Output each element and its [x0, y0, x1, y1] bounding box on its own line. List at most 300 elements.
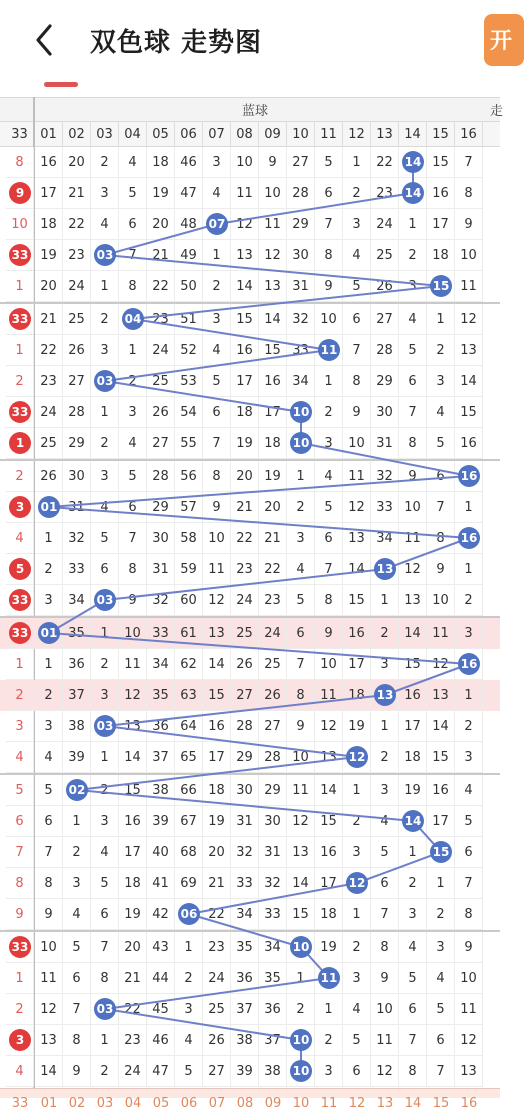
- cell: 19: [343, 711, 371, 742]
- cell: 28: [147, 461, 175, 492]
- cell: 5: [315, 147, 343, 178]
- cell: 6: [343, 1056, 371, 1087]
- cell: 9: [35, 899, 63, 930]
- cell: 2: [175, 963, 203, 994]
- cell: 39: [147, 806, 175, 837]
- left-cell: 8: [6, 868, 34, 899]
- cell: 59: [175, 554, 203, 585]
- blue-ball-group-label: 蓝球: [242, 104, 269, 119]
- cell: 7: [455, 868, 483, 899]
- cell: 1: [91, 742, 119, 773]
- cell: 2: [63, 837, 91, 868]
- cell: 47: [175, 178, 203, 209]
- corner-action-button[interactable]: 开: [484, 14, 524, 66]
- cell: 1: [175, 932, 203, 963]
- cell: 10: [343, 428, 371, 459]
- cell: 8: [399, 428, 427, 459]
- blue-ball[interactable]: 06: [178, 903, 200, 925]
- cell: 16: [427, 775, 455, 806]
- cell: 6: [91, 554, 119, 585]
- cell: 3: [399, 271, 427, 302]
- cell: 43: [147, 932, 175, 963]
- cell: 29: [147, 492, 175, 523]
- cell: 10: [231, 147, 259, 178]
- cell: 15: [315, 806, 343, 837]
- blue-ball[interactable]: 10: [290, 936, 312, 958]
- cell: 5: [371, 837, 399, 868]
- blue-ball[interactable]: 01: [38, 622, 60, 644]
- cell: 12: [315, 711, 343, 742]
- cell: 5: [455, 806, 483, 837]
- blue-ball[interactable]: 03: [94, 998, 116, 1020]
- cell: 6: [427, 461, 455, 492]
- blue-ball[interactable]: 14: [402, 182, 424, 204]
- cell: 33: [371, 492, 399, 523]
- cell: 10: [287, 742, 315, 773]
- cell: 13: [399, 585, 427, 616]
- cell: 24: [371, 209, 399, 240]
- cell: 1: [203, 240, 231, 271]
- blue-ball[interactable]: 03: [94, 715, 116, 737]
- cell: 7: [63, 994, 91, 1025]
- blue-ball[interactable]: 04: [122, 308, 144, 330]
- cell: 5: [315, 492, 343, 523]
- cell: 23: [35, 366, 63, 397]
- cell: 25: [63, 304, 91, 335]
- cell: 17: [427, 806, 455, 837]
- cell: 7: [287, 649, 315, 680]
- cell: 14: [455, 366, 483, 397]
- cell: 47: [147, 1056, 175, 1087]
- column-header-13: 13: [371, 122, 399, 147]
- cell: 26: [63, 335, 91, 366]
- cell: 22: [119, 994, 147, 1025]
- cell: 22: [231, 523, 259, 554]
- cell: 33: [259, 899, 287, 930]
- cell: 8: [63, 1025, 91, 1056]
- blue-ball[interactable]: 03: [94, 370, 116, 392]
- cell: 7: [455, 147, 483, 178]
- cell: 46: [147, 1025, 175, 1056]
- blue-ball[interactable]: 13: [374, 684, 396, 706]
- cell: 1: [91, 397, 119, 428]
- cell: 3: [315, 428, 343, 459]
- cell: 7: [315, 554, 343, 585]
- cell: 69: [175, 868, 203, 899]
- cell: 58: [175, 523, 203, 554]
- cell: 2: [343, 932, 371, 963]
- cell: 35: [259, 963, 287, 994]
- cell: 48: [175, 209, 203, 240]
- cell: 14: [315, 775, 343, 806]
- cell: 1: [35, 523, 63, 554]
- blue-ball[interactable]: 03: [94, 589, 116, 611]
- cell: 34: [371, 523, 399, 554]
- cell: 3: [35, 585, 63, 616]
- back-button[interactable]: [30, 20, 66, 60]
- cell: 12: [231, 209, 259, 240]
- cell: 21: [147, 240, 175, 271]
- cell: 13: [315, 742, 343, 773]
- cell: 4: [119, 147, 147, 178]
- cell: 4: [91, 209, 119, 240]
- left-cell: 3: [6, 711, 34, 742]
- cell: 18: [259, 428, 287, 459]
- cell: 11: [119, 649, 147, 680]
- cell: 35: [63, 618, 91, 649]
- cell: 67: [175, 806, 203, 837]
- red-ball: 5: [9, 558, 31, 580]
- cell: 1: [287, 963, 315, 994]
- cell: 5: [399, 335, 427, 366]
- cell: 15: [427, 742, 455, 773]
- cell: 5: [91, 868, 119, 899]
- cell: 3: [371, 775, 399, 806]
- cell: 6: [399, 994, 427, 1025]
- cell: 17: [231, 366, 259, 397]
- cell: 4: [91, 492, 119, 523]
- cell: 31: [231, 806, 259, 837]
- cell: 8: [371, 932, 399, 963]
- column-header-09: 09: [259, 122, 287, 147]
- cell: 8: [119, 271, 147, 302]
- cell: 6: [287, 618, 315, 649]
- cell: 65: [175, 742, 203, 773]
- cell: 2: [455, 585, 483, 616]
- cell: 12: [287, 806, 315, 837]
- cell: 7: [371, 899, 399, 930]
- cell: 15: [203, 680, 231, 711]
- red-ball: 1: [9, 432, 31, 454]
- cell: 12: [455, 304, 483, 335]
- red-ball: 9: [9, 182, 31, 204]
- cell: 20: [203, 837, 231, 868]
- footer-cell-03: 03: [96, 1096, 114, 1111]
- column-header-02: 02: [63, 122, 91, 147]
- cell: 24: [259, 618, 287, 649]
- cell: 3: [455, 618, 483, 649]
- cell: 53: [175, 366, 203, 397]
- cell: 3: [371, 649, 399, 680]
- cell: 12: [399, 554, 427, 585]
- cell: 4: [343, 240, 371, 271]
- cell: 6: [35, 806, 63, 837]
- cell: 1: [63, 806, 91, 837]
- cell: 61: [175, 618, 203, 649]
- cell: 56: [175, 461, 203, 492]
- cell: 3: [287, 523, 315, 554]
- cell: 33: [147, 618, 175, 649]
- cell: 31: [371, 428, 399, 459]
- footer-cell-08: 08: [236, 1096, 254, 1111]
- cell: 2: [343, 806, 371, 837]
- cell: 26: [259, 680, 287, 711]
- cell: 2: [315, 1025, 343, 1056]
- cell: 11: [427, 618, 455, 649]
- cell: 3: [315, 1056, 343, 1087]
- cell: 27: [63, 366, 91, 397]
- cell: 15: [231, 304, 259, 335]
- active-tab-indicator: [44, 82, 78, 87]
- cell: 30: [231, 775, 259, 806]
- cell: 1: [427, 304, 455, 335]
- cell: 1: [35, 649, 63, 680]
- cell: 8: [203, 461, 231, 492]
- cell: 3: [35, 711, 63, 742]
- cell: 21: [259, 523, 287, 554]
- blue-ball[interactable]: 15: [430, 841, 452, 863]
- blue-ball[interactable]: 07: [206, 213, 228, 235]
- blue-ball[interactable]: 11: [318, 339, 340, 361]
- cell: 4: [371, 806, 399, 837]
- cell: 24: [63, 271, 91, 302]
- cell: 10: [259, 178, 287, 209]
- cell: 16: [427, 178, 455, 209]
- cell: 2: [119, 366, 147, 397]
- cell: 4: [35, 742, 63, 773]
- cell: 29: [259, 775, 287, 806]
- cell: 19: [35, 240, 63, 271]
- cell: 20: [231, 461, 259, 492]
- cell: 13: [427, 680, 455, 711]
- cell: 10: [315, 304, 343, 335]
- cell: 1: [455, 492, 483, 523]
- cell: 8: [455, 178, 483, 209]
- footer-cell-07: 07: [208, 1096, 226, 1111]
- top-bar: [0, 0, 513, 96]
- red-ball: 33: [9, 244, 31, 266]
- cell: 7: [427, 1056, 455, 1087]
- cell: 34: [63, 585, 91, 616]
- cell: 4: [427, 963, 455, 994]
- cell: 19: [119, 899, 147, 930]
- cell: 9: [371, 963, 399, 994]
- cell: 2: [287, 492, 315, 523]
- blue-ball[interactable]: 02: [66, 779, 88, 801]
- cell: 9: [63, 1056, 91, 1087]
- cell: 27: [147, 428, 175, 459]
- blue-ball[interactable]: 12: [346, 872, 368, 894]
- cell: 16: [399, 680, 427, 711]
- column-header-01: 01: [35, 122, 63, 147]
- cell: 10: [455, 240, 483, 271]
- cell: 3: [175, 994, 203, 1025]
- cell: 26: [231, 649, 259, 680]
- cell: 4: [455, 775, 483, 806]
- cell: 13: [35, 1025, 63, 1056]
- cell: 14: [231, 271, 259, 302]
- cell: 14: [259, 304, 287, 335]
- cell: 32: [371, 461, 399, 492]
- cell: 17: [399, 711, 427, 742]
- cell: 11: [231, 178, 259, 209]
- cell: 44: [147, 963, 175, 994]
- cell: 36: [63, 649, 91, 680]
- blue-ball[interactable]: 03: [94, 244, 116, 266]
- cell: 26: [203, 1025, 231, 1056]
- footer-row: [0, 1088, 500, 1111]
- column-header-15: 15: [427, 122, 455, 147]
- cell: 16: [231, 335, 259, 366]
- cell: 14: [203, 649, 231, 680]
- red-ball: 33: [9, 622, 31, 644]
- footer-cell-12: 12: [348, 1096, 366, 1111]
- cell: 29: [63, 428, 91, 459]
- cell: 2: [427, 335, 455, 366]
- cell: 6: [427, 1025, 455, 1056]
- cell: 24: [119, 1056, 147, 1087]
- cell: 6: [203, 397, 231, 428]
- blue-ball[interactable]: 15: [430, 275, 452, 297]
- cell: 3: [91, 680, 119, 711]
- cell: 2: [91, 775, 119, 806]
- cell: 14: [399, 618, 427, 649]
- left-cell: 9: [6, 899, 34, 930]
- cell: 22: [259, 554, 287, 585]
- cell: 18: [231, 397, 259, 428]
- trend-line-layer: [0, 97, 500, 1098]
- cell: 23: [231, 554, 259, 585]
- cell: 9: [287, 711, 315, 742]
- blue-ball[interactable]: 10: [290, 1060, 312, 1082]
- blue-ball[interactable]: 10: [290, 432, 312, 454]
- cell: 33: [63, 554, 91, 585]
- cell: 17: [343, 649, 371, 680]
- cell: 13: [343, 523, 371, 554]
- cell: 3: [203, 304, 231, 335]
- cell: 23: [63, 240, 91, 271]
- cell: 63: [175, 680, 203, 711]
- cell: 1: [91, 618, 119, 649]
- blue-ball[interactable]: 01: [38, 496, 60, 518]
- cell: 21: [119, 963, 147, 994]
- cell: 2: [371, 742, 399, 773]
- cell: 7: [343, 335, 371, 366]
- column-header-04: 04: [119, 122, 147, 147]
- cell: 13: [203, 618, 231, 649]
- cell: 4: [427, 397, 455, 428]
- footer-cell-05: 05: [152, 1096, 170, 1111]
- footer-cell-02: 02: [68, 1096, 86, 1111]
- cell: 7: [91, 932, 119, 963]
- cell: 38: [147, 775, 175, 806]
- blue-ball[interactable]: 10: [290, 1029, 312, 1051]
- cell: 54: [175, 397, 203, 428]
- cell: 49: [175, 240, 203, 271]
- cell: 17: [259, 397, 287, 428]
- cell: 3: [203, 147, 231, 178]
- footer-cell-06: 06: [180, 1096, 198, 1111]
- cell: 15: [455, 397, 483, 428]
- cell: 2: [35, 554, 63, 585]
- cell: 13: [259, 271, 287, 302]
- blue-ball[interactable]: 14: [402, 151, 424, 173]
- cell: 18: [147, 147, 175, 178]
- cell: 3: [343, 837, 371, 868]
- page-title: 双色球 走势图: [90, 28, 263, 58]
- cell: 15: [343, 585, 371, 616]
- cell: 35: [231, 932, 259, 963]
- cell: 5: [287, 585, 315, 616]
- cell: 10: [119, 618, 147, 649]
- blue-ball[interactable]: 14: [402, 810, 424, 832]
- cell: 27: [259, 711, 287, 742]
- cell: 27: [371, 304, 399, 335]
- blue-ball[interactable]: 16: [458, 653, 480, 675]
- column-header-03: 03: [91, 122, 119, 147]
- cell: 28: [259, 742, 287, 773]
- cell: 11: [399, 523, 427, 554]
- cell: 13: [119, 711, 147, 742]
- blue-ball[interactable]: 11: [318, 967, 340, 989]
- cell: 1: [343, 899, 371, 930]
- cell: 20: [147, 209, 175, 240]
- red-ball: 33: [9, 308, 31, 330]
- cell: 27: [287, 147, 315, 178]
- column-header-14: 14: [399, 122, 427, 147]
- cell: 5: [343, 271, 371, 302]
- cell: 2: [287, 994, 315, 1025]
- cell: 28: [231, 711, 259, 742]
- cell: 8: [455, 899, 483, 930]
- cell: 8: [399, 1056, 427, 1087]
- cell: 6: [63, 963, 91, 994]
- cell: 45: [147, 994, 175, 1025]
- cell: 18: [343, 680, 371, 711]
- blue-ball[interactable]: 10: [290, 401, 312, 423]
- cell: 11: [455, 994, 483, 1025]
- cell: 42: [147, 899, 175, 930]
- cell: 19: [203, 806, 231, 837]
- cell: 46: [175, 147, 203, 178]
- cell: 33: [231, 868, 259, 899]
- cell: 32: [63, 523, 91, 554]
- cell: 25: [35, 428, 63, 459]
- blue-ball[interactable]: 16: [458, 527, 480, 549]
- cell: 30: [287, 240, 315, 271]
- cell: 25: [231, 618, 259, 649]
- blue-ball[interactable]: 16: [458, 465, 480, 487]
- cell: 26: [147, 397, 175, 428]
- cell: 13: [287, 837, 315, 868]
- cell: 4: [287, 554, 315, 585]
- cell: 11: [203, 554, 231, 585]
- cell: 12: [371, 1056, 399, 1087]
- cell: 9: [427, 554, 455, 585]
- cell: 9: [315, 618, 343, 649]
- cell: 14: [35, 1056, 63, 1087]
- cell: 5: [35, 775, 63, 806]
- cell: 12: [343, 492, 371, 523]
- cell: 9: [455, 932, 483, 963]
- cell: 55: [175, 428, 203, 459]
- cell: 6: [119, 209, 147, 240]
- cell: 2: [427, 899, 455, 930]
- blue-ball[interactable]: 13: [374, 558, 396, 580]
- blue-ball[interactable]: 12: [346, 746, 368, 768]
- cell: 25: [147, 366, 175, 397]
- cell: 16: [343, 618, 371, 649]
- red-ball: 33: [9, 936, 31, 958]
- cell: 37: [147, 742, 175, 773]
- cell: 23: [371, 178, 399, 209]
- trend-line: [49, 162, 469, 1071]
- cell: 38: [63, 711, 91, 742]
- column-header-07: 07: [203, 122, 231, 147]
- cell: 34: [259, 932, 287, 963]
- cell: 3: [343, 963, 371, 994]
- cell: 11: [259, 209, 287, 240]
